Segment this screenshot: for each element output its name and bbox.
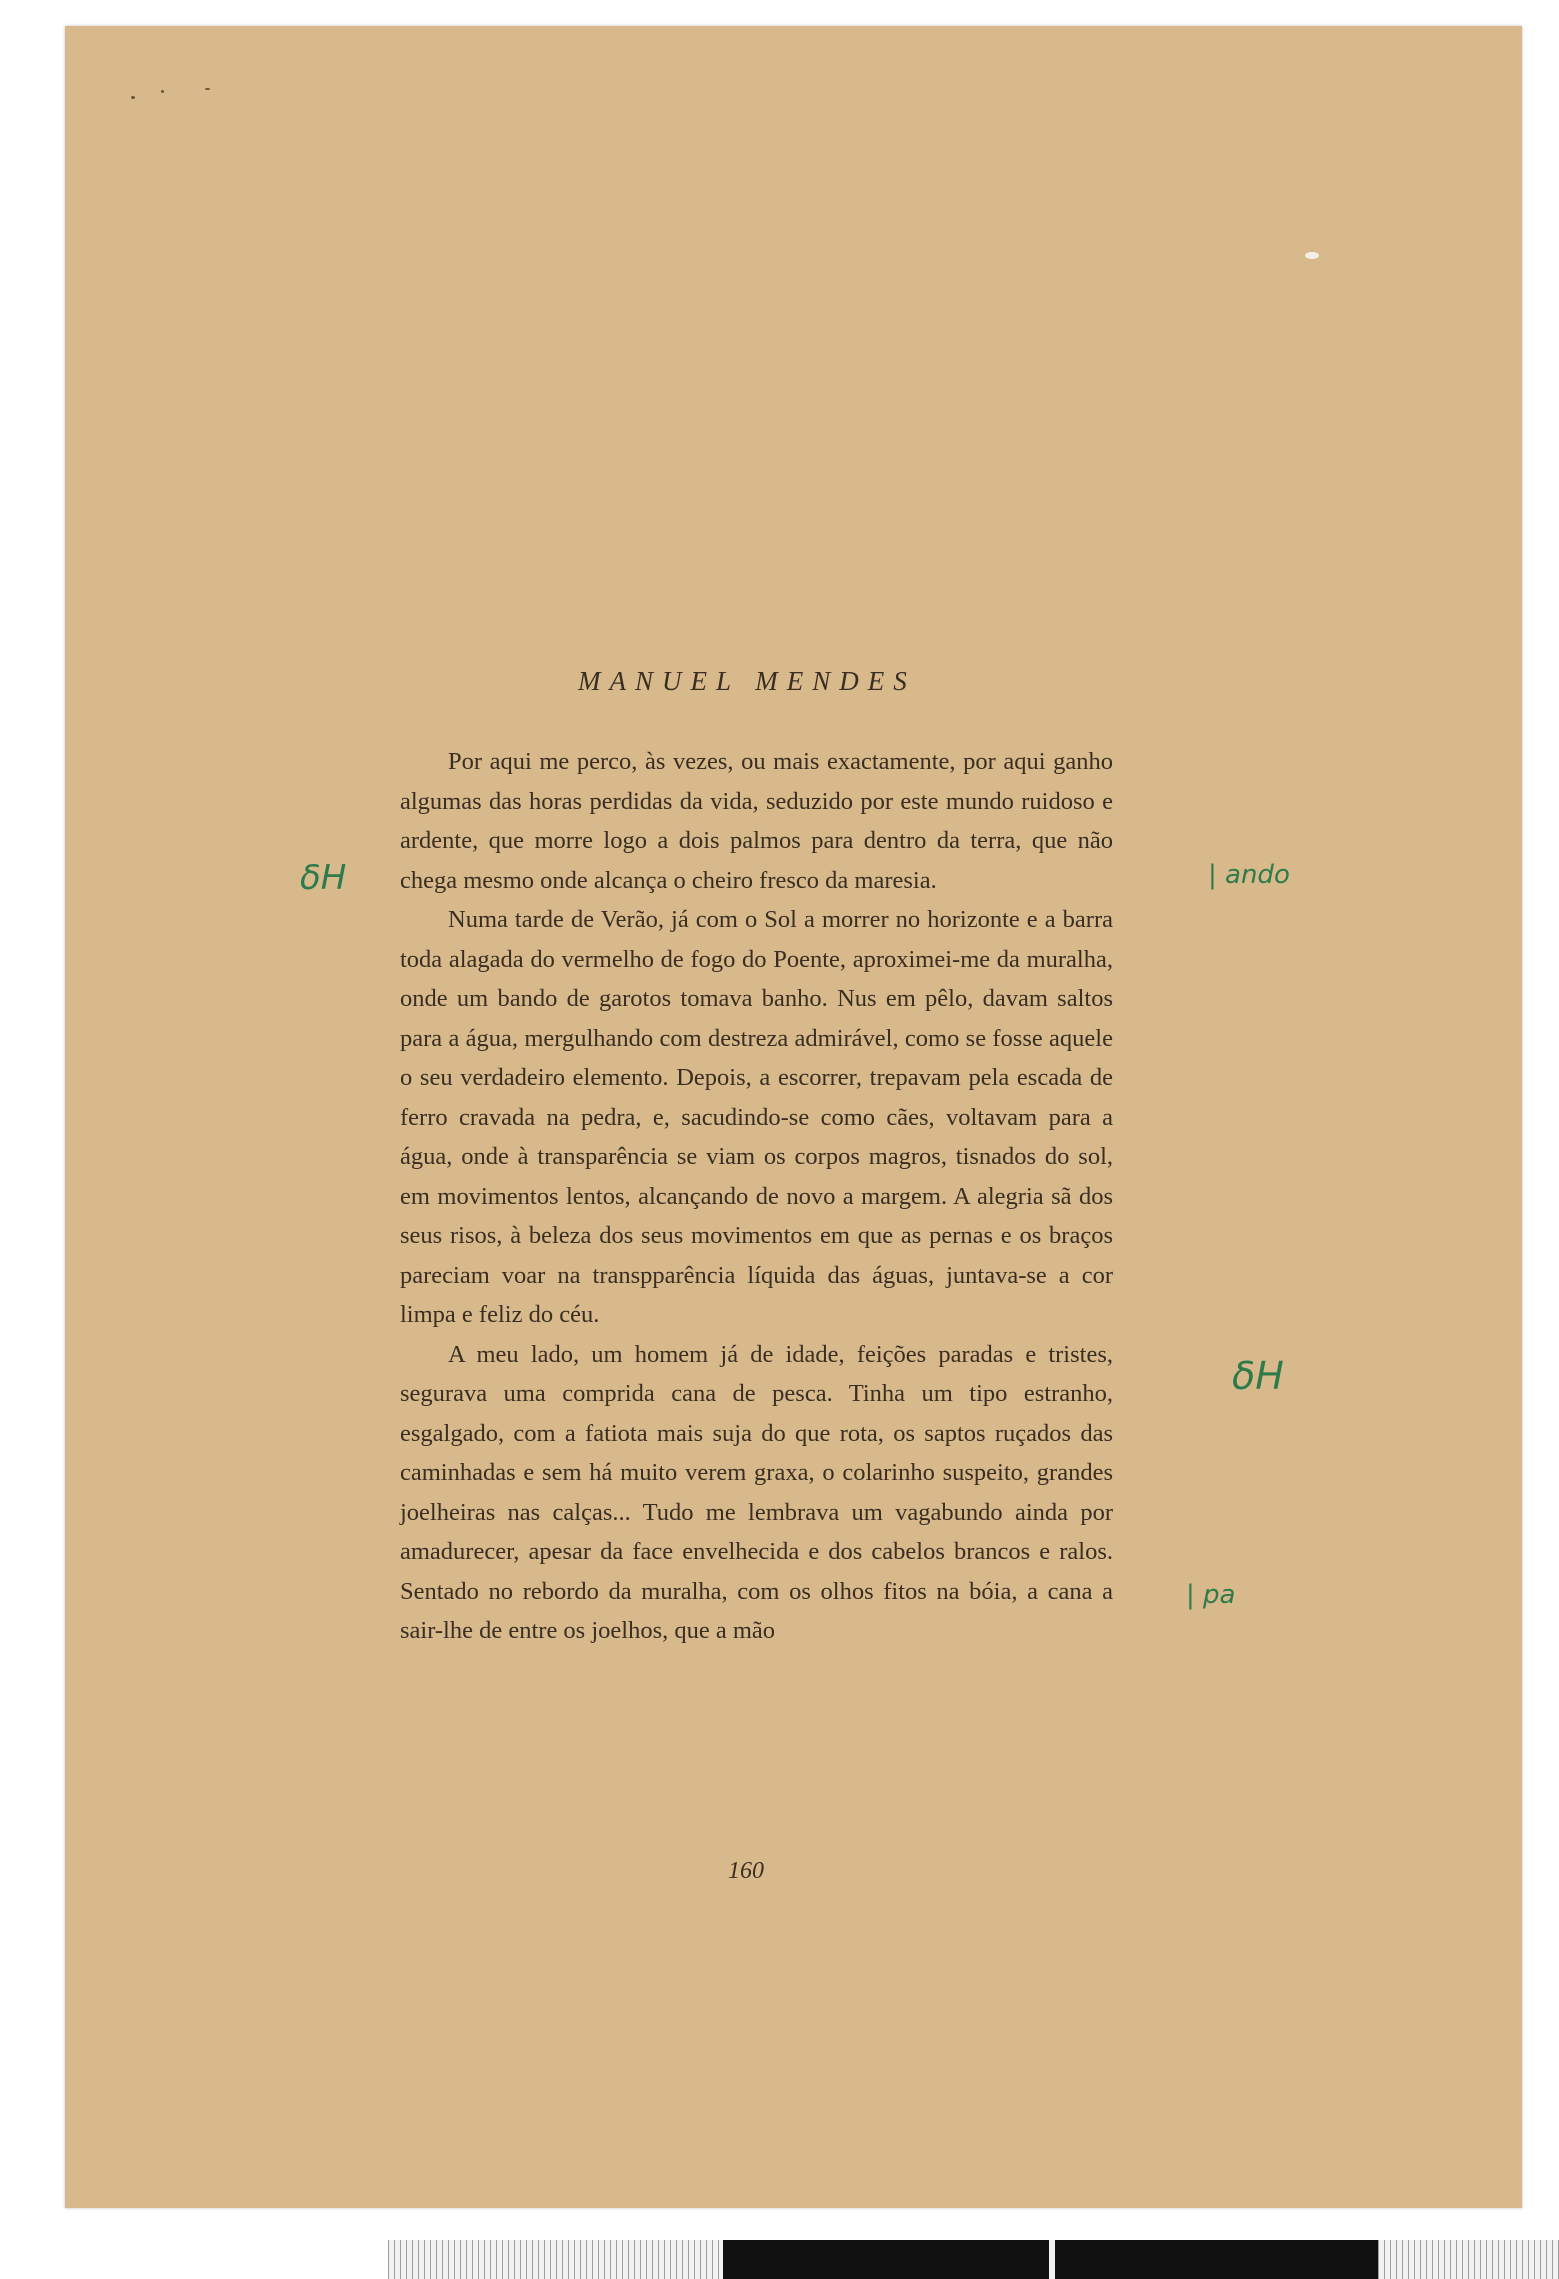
ruler-block: [1055, 2240, 1378, 2279]
margin-annotation-right: δH: [1232, 1354, 1284, 1398]
paper-speck: [161, 90, 164, 93]
scale-ruler: [388, 2240, 1559, 2279]
ruler-ticks: [388, 2240, 724, 2279]
chapter-title: MANUEL MENDES: [578, 666, 916, 696]
margin-annotation-left: δH: [300, 858, 347, 898]
ruler-block: [723, 2240, 1049, 2279]
paragraph: Numa tarde de Verão, já com o Sol a morrer no horizonte e a barra toda alagada do vermelho de fogo do Poente, aproximei-me da muralha, onde um bando de garotos tomava banho. Nus em pêlo, davam saltos para a água, mergulhando com destreza admirável, como se fosse aquele o seu verdadeiro elemento. Depois, a escorrer, trepavam pela escada de ferro cravada na pedra, e, sacudindo-se como cães, voltavam para a água, onde à transparência se viam os corpos magros, tisnados do sol, em movimentos lentos, alcançando de novo a margem. A alegria sã dos seus risos, à beleza dos seus movimentos em que as pernas e os braços pareciam voar na transpparência líquida das águas, juntava-se a cor limpa e feliz do céu.: [400, 906, 1113, 1328]
paper-speck: [205, 88, 210, 90]
ruler-ticks: [1378, 2240, 1559, 2279]
paragraph: Por aqui me perco, às vezes, ou mais exactamente, por aqui ganho algumas das horas perdidas da vida, seduzido por este mundo ruidoso e ardente, que morre logo a dois palmos para dentro da terra, que não chega mesmo onde alcança o cheiro fresco da maresia.: [400, 748, 1113, 894]
margin-annotation-right: | ando: [1208, 860, 1290, 890]
margin-annotation-right: | pa: [1186, 1580, 1236, 1610]
body-text: [400, 742, 1113, 1651]
paragraph: A meu lado, um homem já de idade, feições paradas e tristes, segurava uma comprida cana de pesca. Tinha um tipo estranho, esgalgado, com a fatiota mais suja do que rota, os saptos ruçados das caminhadas e sem há muito verem graxa, o colarinho suspeito, grandes joelheiras nas calças... Tudo me lembrava um vagabundo ainda por amadurecer, apesar da face envelhecida e dos cabelos brancos e ralos. Sentado no rebordo da muralha, com os olhos fitos na bóia, a cana a sair-lhe de entre os joelhos, que a mão: [400, 1340, 1113, 1644]
paper-speck: [131, 96, 135, 99]
paper-speck: [1305, 252, 1319, 259]
page-number: 160: [728, 1858, 764, 1884]
